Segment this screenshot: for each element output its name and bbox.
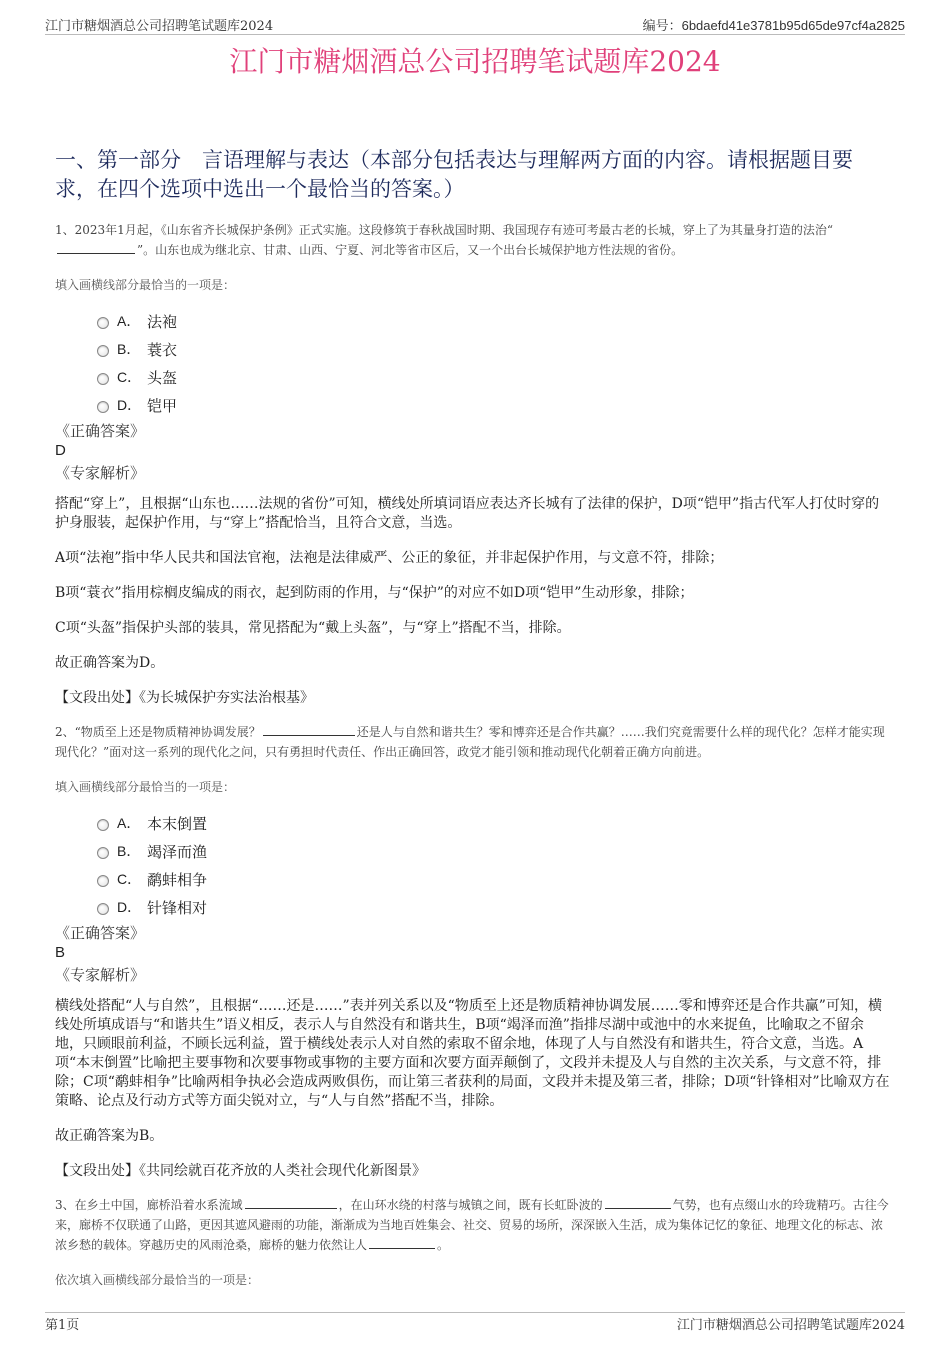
stem-part: ”。山东也成为继北京、甘肃、山西、宁夏、河北等省市区后，又一个出台长城保护地方性法规的省份。 — [137, 243, 684, 257]
radio-icon[interactable] — [97, 847, 109, 859]
radio-icon[interactable] — [97, 401, 109, 413]
analysis-paragraph: C项“头盔”指保护头部的装具，常见搭配为“戴上头盔”，与“穿上”搭配不当，排除。 — [55, 620, 571, 636]
fill-blank — [57, 241, 135, 254]
page-header — [45, 14, 905, 35]
answer-label: 《正确答案》 — [55, 924, 146, 942]
option-d[interactable] — [97, 893, 890, 921]
analysis-paragraph: B项“蓑衣”指用棕榈皮编成的雨衣，起到防雨的作用，与“保护”的对应不如D项“铠甲”生动形象，排除； — [55, 585, 694, 601]
analysis-label: 《专家解析》 — [55, 966, 146, 984]
question-3 — [55, 1195, 890, 1288]
stem-part: 还是人与自然和谐共生？零和博弈还是合作共赢？……我们究竟需要什么样的现代化？怎样才能实现现代化？”面对这一系列的现代化之问，只有勇担时代责任、作出正确回答，政党才能引领和推动现代化朝着正确方向前进。 — [55, 725, 885, 759]
option-d[interactable] — [97, 391, 890, 419]
stem-part: 3、在乡土中国，廊桥沿着水系流域 — [55, 1198, 243, 1212]
option-text: 蓑衣 — [147, 340, 178, 359]
document-title: 江门市糖烟酒总公司招聘笔试题库2024 — [229, 45, 721, 78]
option-letter: A． — [117, 815, 141, 831]
option-letter: D． — [117, 397, 142, 413]
stem-part: 。 — [437, 1238, 450, 1252]
question-stem — [55, 1195, 890, 1255]
option-letter: A． — [117, 313, 141, 329]
question-prompt: 填入画横线部分最恰当的一项是： — [55, 780, 236, 794]
option-text: 铠甲 — [147, 396, 178, 415]
radio-icon[interactable] — [97, 345, 109, 357]
option-letter: B． — [117, 341, 141, 357]
page-number: 第1页 — [45, 1317, 80, 1333]
radio-icon[interactable] — [97, 903, 109, 915]
fill-blank — [263, 723, 355, 736]
question-stem — [55, 722, 890, 762]
fill-blank — [605, 1196, 671, 1209]
question-stem — [55, 220, 890, 260]
option-letter: C． — [117, 369, 142, 385]
analysis-paragraph: A项“法袍”指中华人民共和国法官袍，法袍是法律威严、公正的象征，并非起保护作用，与文意不符，排除； — [55, 550, 724, 566]
header-doc-id: 编号：6bdaefd41e3781b95d65de97cf4a2825 — [642, 17, 905, 33]
analysis-label: 《专家解析》 — [55, 464, 146, 482]
analysis-paragraph: 横线处搭配“人与自然”，且根据“……还是……”表并列关系以及“物质至上还是物质精神协调发展……零和博弈还是合作共赢”可知，横线处所填成语与“和谐共生”语义相反，表示人与自然没有和谐共生，B项“竭泽而渔”指排尽湖中或池中的水来捉鱼，比喻取之不留余地，只顾眼前利益，不顾长远利益，置于横线处表示人对自然的索取不留余地，体现了人与自然没有和谐共生，符合文意，当选。A项“本末倒置”比喻把主要事物和次要事物或事物的主要方面和次要方面弄颠倒了，文段并未提及人与自然的主次关系，与文意不符，排除；C项“鹬蚌相争”比喻两相争执必会造成两败俱伤，而让第三者获利的局面，文段并未提及第三者，排除；D项“针锋相对”比喻双方在策略、论点及行动方式等方面尖锐对立，与“人与自然”搭配不当，排除。 — [55, 998, 890, 1109]
option-list — [97, 809, 890, 921]
source-citation: 【文段出处】《共同绘就百花齐放的人类社会现代化新图景》 — [55, 1163, 426, 1179]
question-prompt: 填入画横线部分最恰当的一项是： — [55, 278, 236, 292]
option-text: 法袍 — [147, 312, 178, 331]
question-prompt: 依次填入画横线部分最恰当的一项是： — [55, 1273, 260, 1287]
option-text: 鹬蚌相争 — [147, 870, 208, 889]
question-2 — [55, 722, 890, 1181]
option-c[interactable] — [97, 363, 890, 391]
option-letter: D． — [117, 899, 142, 915]
option-a[interactable] — [97, 809, 890, 837]
fill-blank — [369, 1236, 435, 1249]
option-list — [97, 307, 890, 419]
stem-part: 气势，也有点缀山水的玲珑精巧。古往今来，廊桥不仅联通了山路，更因其遮风避雨的功能，渐渐成为当地百姓集会、社交、贸易的场所，深深嵌入生活，成为集体记忆的象征、地理文化的标志、浓浓乡愁的载体。穿越历史的风雨沧桑，廊桥的魅力依然让人 — [55, 1198, 889, 1252]
question-1 — [55, 220, 890, 708]
radio-icon[interactable] — [97, 819, 109, 831]
fill-blank — [245, 1196, 337, 1209]
answer-label: 《正确答案》 — [55, 422, 146, 440]
section-heading: 一、第一部分 言语理解与表达（本部分包括表达与理解两方面的内容。请根据题目要求，在四个选项中选出一个最恰当的答案。） — [55, 148, 853, 201]
option-a[interactable] — [97, 307, 890, 335]
analysis-paragraph: 故正确答案为B。 — [55, 1128, 164, 1144]
radio-icon[interactable] — [97, 875, 109, 887]
answer-value: B — [55, 944, 66, 961]
source-citation: 【文段出处】《为长城保护夯实法治根基》 — [55, 690, 314, 706]
option-letter: B． — [117, 843, 141, 859]
page-footer — [45, 1312, 905, 1333]
stem-part: 2、“物质至上还是物质精神协调发展？ — [55, 725, 261, 739]
option-text: 本末倒置 — [147, 814, 208, 833]
analysis-paragraph: 搭配“穿上”，且根据“山东也……法规的省份”可知，横线处所填词语应表达齐长城有了法律的保护，D项“铠甲”指古代军人打仗时穿的护身服装，起保护作用，与“穿上”搭配恰当，且符合文意，当选。 — [55, 496, 880, 531]
header-left-title: 江门市糖烟酒总公司招聘笔试题库2024 — [45, 18, 274, 34]
radio-icon[interactable] — [97, 373, 109, 385]
option-text: 竭泽而渔 — [147, 842, 208, 861]
option-b[interactable] — [97, 837, 890, 865]
analysis-paragraph: 故正确答案为D。 — [55, 655, 165, 671]
option-text: 针锋相对 — [147, 898, 208, 917]
option-text: 头盔 — [147, 368, 178, 387]
main-content — [55, 146, 890, 1302]
radio-icon[interactable] — [97, 317, 109, 329]
option-b[interactable] — [97, 335, 890, 363]
option-letter: C． — [117, 871, 142, 887]
stem-part: 1、2023年1月起，《山东省齐长城保护条例》正式实施。这段修筑于春秋战国时期、我国现存有迹可考最古老的长城，穿上了为其量身打造的法治“ — [55, 223, 833, 237]
answer-value: D — [55, 442, 66, 459]
option-c[interactable] — [97, 865, 890, 893]
footer-title: 江门市糖烟酒总公司招聘笔试题库2024 — [676, 1317, 905, 1333]
stem-part: ，在山环水绕的村落与城镇之间，既有长虹卧波的 — [338, 1198, 603, 1212]
